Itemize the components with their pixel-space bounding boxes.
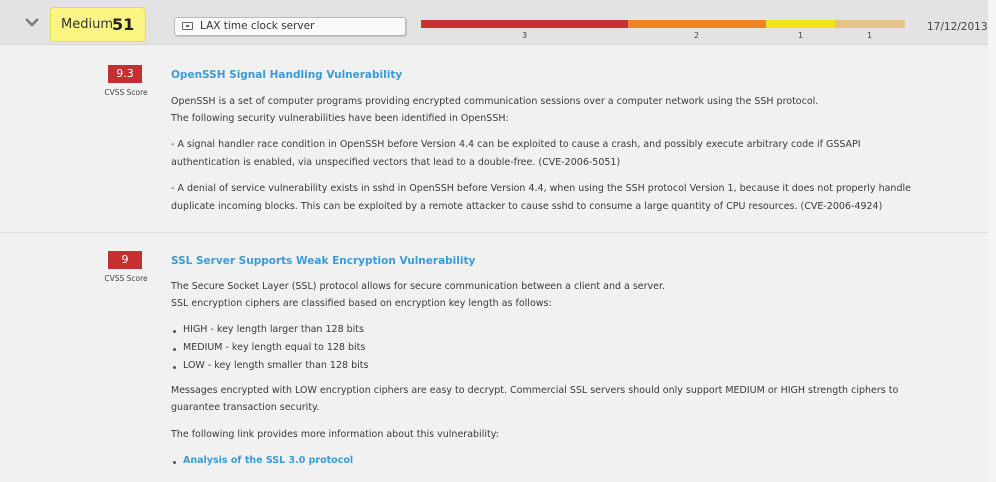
description-paragraph: The following link provides more information about this vulnerability: [171, 429, 499, 440]
distribution-segment-medium [766, 20, 835, 28]
description-paragraph: The Secure Socket Layer (SSL) protocol allows for secure communication between a client and a server. [171, 281, 666, 292]
description-item: duplicate incoming blocks. This can be exploited by a remote attacker to cause sshd to consume a large quantity of CPU resources. (CVE-2006-4924) [171, 201, 883, 212]
description-paragraph: The following security vulnerabilities have been identified in OpenSSH: [171, 113, 509, 124]
chevron-down-icon[interactable] [24, 14, 40, 30]
reference-link[interactable]: Analysis of the SSL 3.0 protocol [183, 455, 354, 466]
host-button[interactable] [174, 17, 406, 36]
distribution-segment-high [628, 20, 766, 28]
server-icon [182, 22, 193, 30]
host-name: LAX time clock server [200, 20, 315, 32]
vulnerability-item [0, 45, 988, 231]
bullet-icon [173, 461, 176, 464]
severity-label: Medium [61, 17, 113, 32]
description-item: - A denial of service vulnerability exists in sshd in OpenSSH before Version 4.4, when using the SSH protocol Version 1, because it does not properly handle [171, 183, 911, 194]
list-item [183, 455, 353, 466]
description-paragraph: guarantee transaction security. [171, 402, 320, 413]
vulnerability-group-header [0, 0, 988, 45]
bullet-icon [173, 366, 176, 369]
scan-date: 17/12/2013 [927, 21, 988, 33]
description-item: - A signal handler race condition in OpenSSH before Version 4.4 can be exploited to cause a crash, and possibly execute arbitrary code if GSSAPI [171, 139, 861, 150]
scrollbar[interactable] [988, 0, 996, 481]
list-item [183, 360, 368, 371]
bullet-icon [173, 348, 176, 351]
description-item: authentication is enabled, via unspecified vectors that lead to a double-free. (CVE-2006-5051) [171, 157, 621, 168]
cvss-score-badge: 9 [108, 251, 142, 269]
description-paragraph: SSL encryption ciphers are classified based on encryption key length as follows: [171, 298, 552, 309]
cvss-score-label: CVSS Score [104, 88, 148, 97]
vulnerability-title-link[interactable]: SSL Server Supports Weak Encryption Vulnerability [171, 255, 476, 267]
distribution-count-critical: 3 [522, 31, 528, 40]
distribution-count-low: 1 [867, 31, 873, 40]
list-item-text: HIGH - key length larger than 128 bits [183, 324, 364, 335]
list-item-text: LOW - key length smaller than 128 bits [183, 360, 369, 371]
cvss-score-badge: 9.3 [108, 65, 142, 83]
severity-score: 51 [112, 15, 135, 34]
list-item [183, 324, 364, 335]
cvss-score-label: CVSS Score [104, 274, 148, 283]
description-paragraph: Messages encrypted with LOW encryption ciphers are easy to decrypt. Commercial SSL servers should only support MEDIUM or HIGH strength ciphers to [171, 385, 899, 396]
distribution-segment-low [835, 20, 905, 28]
vulnerability-item [0, 232, 988, 482]
vulnerability-title-link[interactable]: OpenSSH Signal Handling Vulnerability [171, 69, 403, 81]
list-item [183, 342, 365, 353]
list-item-text: MEDIUM - key length equal to 128 bits [183, 342, 366, 353]
distribution-count-medium: 1 [798, 31, 804, 40]
bullet-icon [173, 330, 176, 333]
distribution-segment-critical [421, 20, 628, 28]
distribution-count-high: 2 [694, 31, 700, 40]
description-paragraph: OpenSSH is a set of computer programs providing encrypted communication sessions over a computer network using the SSH protocol. [171, 96, 819, 107]
severity-badge [50, 7, 146, 42]
